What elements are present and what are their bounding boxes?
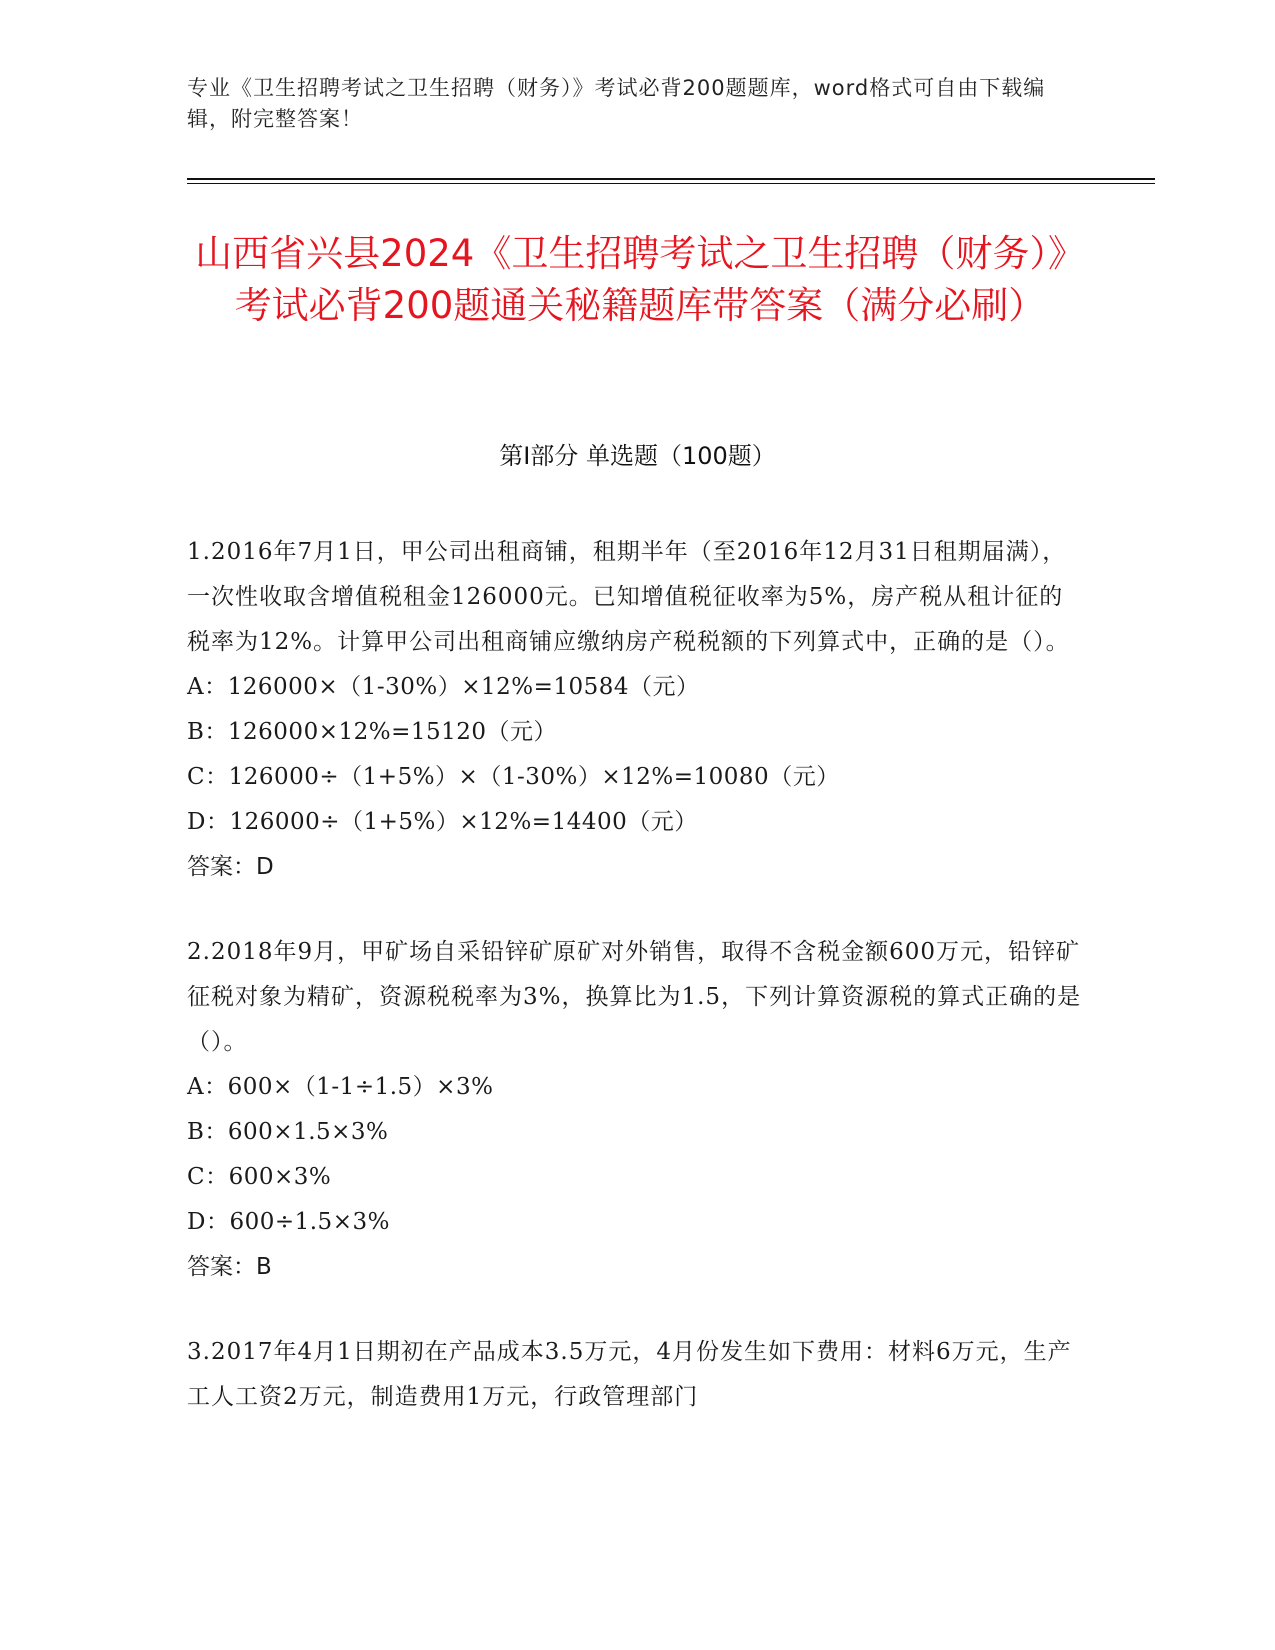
option-d: D：600÷1.5×3% [187,1209,390,1235]
header-divider-thin [187,183,1155,184]
option-d: D：126000÷（1+5%）×12%=14400（元） [187,809,698,835]
option-c: C：600×3% [187,1164,332,1190]
option-a: A：600×（1-1÷1.5）×3% [187,1074,494,1100]
question-list [187,530,1087,1460]
question-1 [187,530,1087,890]
document-title: 山西省兴县2024《卫生招聘考试之卫生招聘（财务）》考试必背200题通关秘籍题库带答案（满分必刷） [195,232,1085,327]
question-2 [187,930,1087,1290]
question-stem: 2.2018年9月，甲矿场自采铅锌矿原矿对外销售，取得不含税金额600万元，铅锌矿征税对象为精矿，资源税税率为3%，换算比为1.5，下列计算资源税的算式正确的是（）。 [187,939,1082,1055]
section-title: 第I部分 单选题（100题） [499,442,776,470]
option-a: A：126000×（1-30%）×12%=10584（元） [187,674,700,700]
question-stem: 1.2016年7月1日，甲公司出租商铺，租期半年（至2016年12月31日租期届满），一次性收取含增值税租金126000元。已知增值税征收率为5%，房产税从租计征的税率为12%。计算甲公司出租商铺应缴纳房产税税额的下列算式中，正确的是（）。 [187,539,1070,655]
header-divider-thick [187,178,1155,180]
question-3 [187,1330,1087,1420]
option-c: C：126000÷（1+5%）×（1-30%）×12%=10080（元） [187,764,840,790]
question-stem: 3.2017年4月1日期初在产品成本3.5万元，4月份发生如下费用：材料6万元，生产工人工资2万元，制造费用1万元，行政管理部门 [187,1339,1072,1410]
option-b: B：600×1.5×3% [187,1119,389,1145]
header-note: 专业《卫生招聘考试之卫生招聘（财务）》考试必背200题题库，word格式可自由下载编辑，附完整答案！ [187,76,1046,131]
answer: 答案：D [187,854,274,880]
option-b: B：126000×12%=15120（元） [187,719,558,745]
answer: 答案：B [187,1254,272,1280]
